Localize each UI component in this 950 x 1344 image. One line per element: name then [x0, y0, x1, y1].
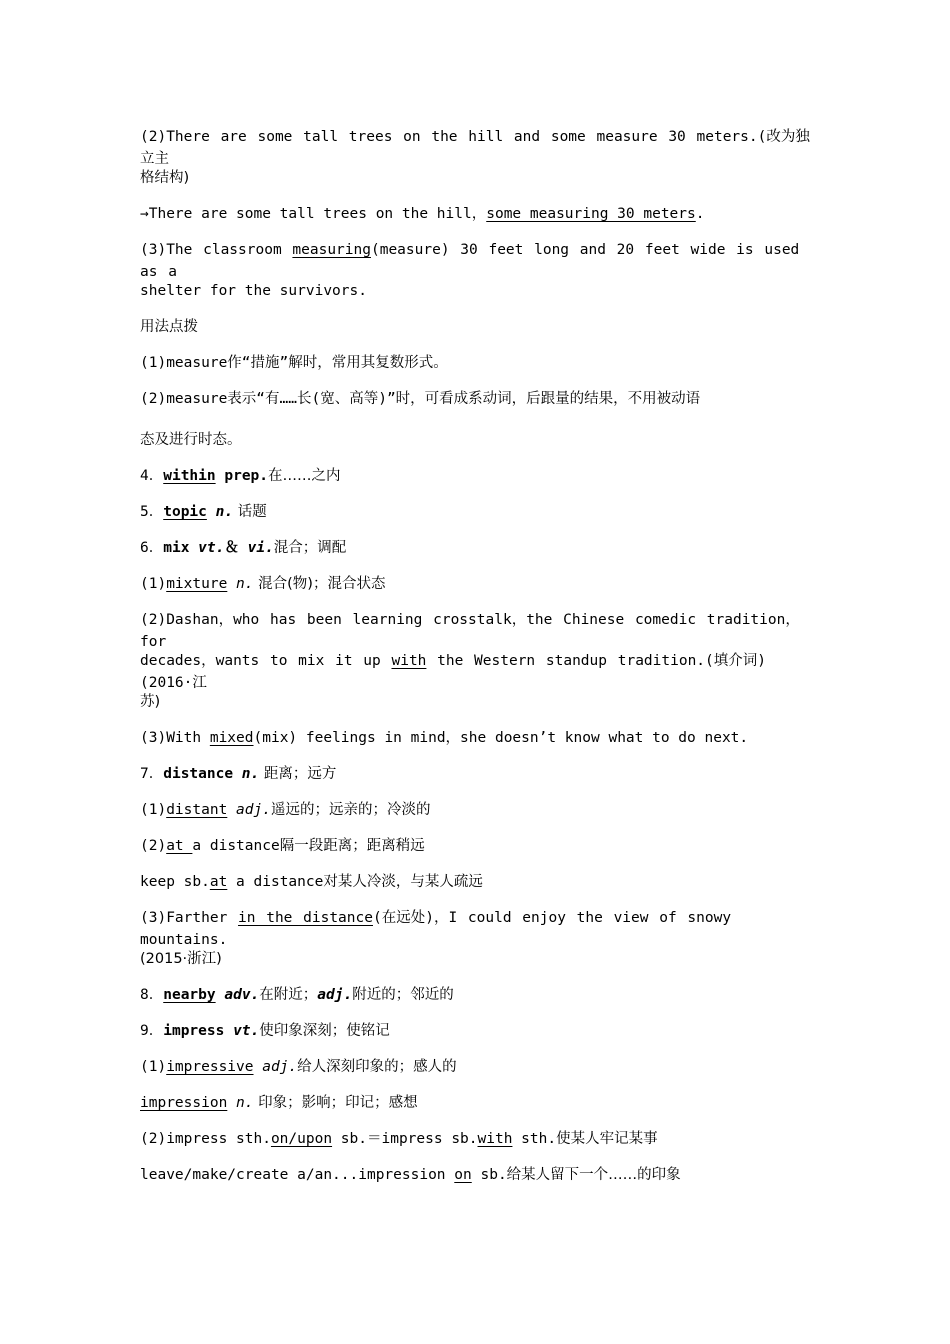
answer-blank: mixed — [209, 730, 254, 746]
answer-blank: in the distance — [238, 910, 373, 926]
distance-item-2b: keep sb.at a distance对某人冷淡，与某人疏远 — [140, 874, 483, 890]
vocab-item-mix: 6．mix vt.＆ vi.混合；调配 — [140, 540, 347, 556]
vocab-item-within: 4．within prep.在……之内 — [140, 468, 341, 484]
exercise-2-line-1: (2)There are some tall trees on the hill and some measure 30 meters.(改为独立主 — [140, 129, 810, 167]
mix-item-2-line-1: (2)Dashan，who has been learning crosstalk，the Chinese comedic tradition，for — [140, 612, 800, 650]
impress-item-1: (1)impressive adj.给人深刻印象的；感人的 — [140, 1059, 457, 1075]
answer-blank: some measuring 30 meters — [486, 206, 696, 222]
usage-note-1: (1)measure作“措施”解时，常用其复数形式。 — [140, 355, 448, 371]
exercise-3-line-1: (3)The classroom measuring(measure) 30 feet long and 20 feet wide is used as a — [140, 242, 800, 280]
answer-blank: measuring — [292, 242, 371, 258]
answer-blank: with — [391, 653, 427, 669]
mix-item-3: (3)With mixed(mix) feelings in mind，she doesn’t know what to do next. — [140, 730, 749, 746]
mix-item-2-line-2: decades，wants to mix it up with the Western standup tradition.(填介词)(2016·江 — [140, 653, 766, 691]
exercise-2-line-2: 格结构) — [140, 170, 190, 186]
distance-item-3: (3)Farther in the distance(在远处)，I could enjoy the view of snowy mountains. — [140, 910, 732, 948]
exercise-3-line-2: shelter for the survivors. — [140, 283, 367, 299]
usage-note-2-cont: 态及进行时态。 — [140, 432, 242, 448]
vocab-item-topic: 5．topic n. 话题 — [140, 504, 267, 520]
vocab-item-nearby: 8．nearby adv.在附近；adj.附近的；邻近的 — [140, 987, 454, 1003]
mix-item-1: (1)mixture n. 混合(物)；混合状态 — [140, 576, 386, 592]
usage-heading: 用法点拨 — [140, 319, 198, 335]
impress-item-2: (2)impress sth.on/upon sb.＝impress sb.with sth.使某人牢记某事 — [140, 1131, 658, 1147]
distance-item-3-source: (2015·浙江) — [140, 951, 222, 967]
vocab-item-distance: 7．distance n. 距离；远方 — [140, 766, 337, 782]
vocab-item-impress: 9．impress vt.使印象深刻；使铭记 — [140, 1023, 390, 1039]
mix-item-2-line-3: 苏) — [140, 694, 161, 710]
exercise-2-answer-line: →There are some tall trees on the hill，some measuring 30 meters. — [140, 206, 705, 222]
distance-item-2: (2)at a distance隔一段距离；距离稍远 — [140, 838, 425, 854]
usage-note-2: (2)measure表示“有……长(宽、高等)”时，可看成系动词，后跟量的结果，不用被动语 — [140, 391, 701, 407]
distance-item-1: (1)distant adj.遥远的；远亲的；冷淡的 — [140, 802, 431, 818]
impress-item-1b: impression n. 印象；影响；印记；感想 — [140, 1095, 418, 1111]
impress-item-3: leave/make/create a/an...impression on sb.给某人留下一个……的印象 — [140, 1167, 681, 1183]
